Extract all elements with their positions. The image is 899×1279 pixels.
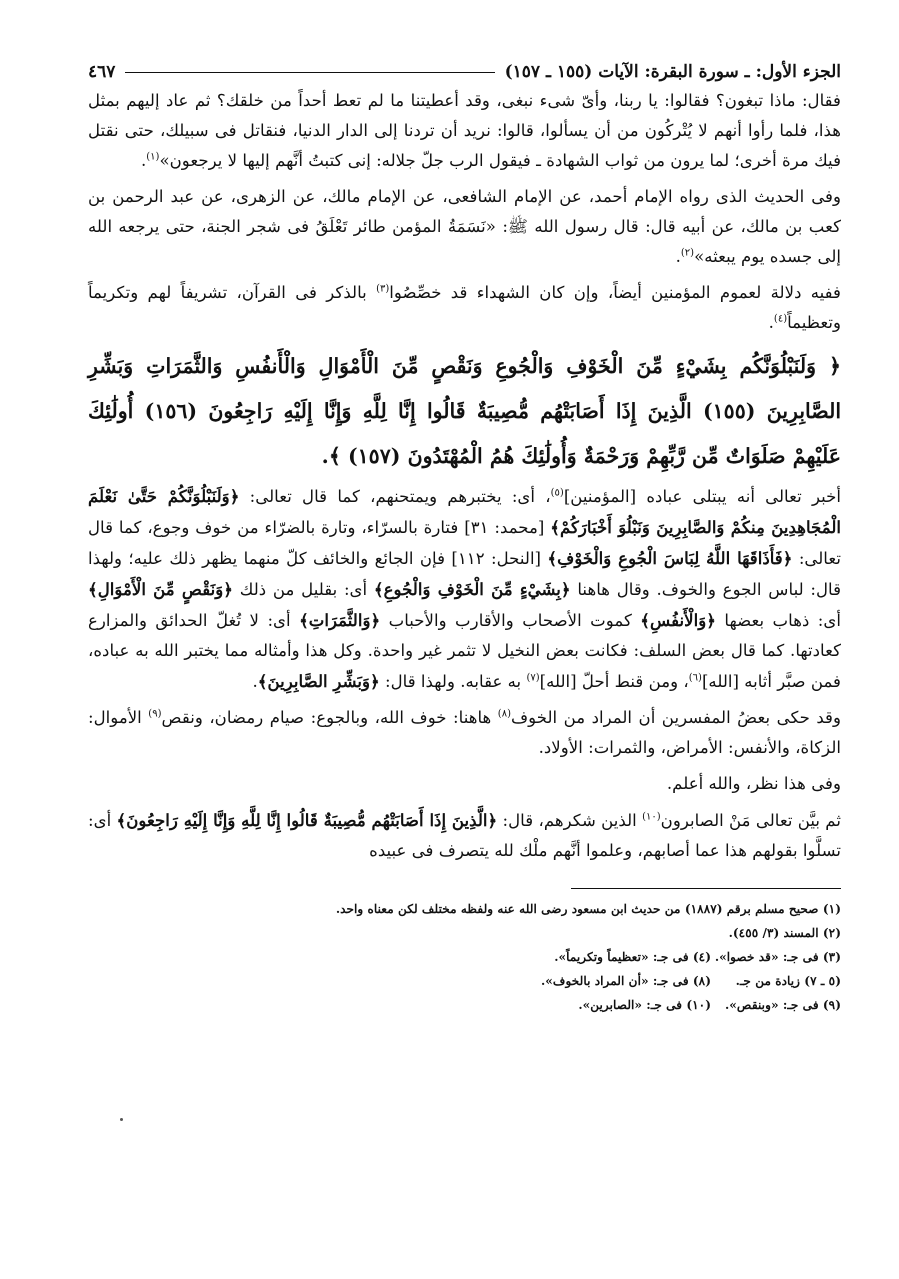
footnote-10: (١٠) فى جـ: «الصابرين». <box>578 998 711 1012</box>
footnote-row-3-4 <box>88 945 841 969</box>
header-rule <box>125 72 494 73</box>
footnote-3: (٣) فى جـ: «قد خصوا». <box>714 950 841 964</box>
quran-verse-155-157: ﴿ وَلَنَبْلُوَنَّكُم بِشَيْءٍ مِّنَ الْخَوْفِ وَالْجُوعِ وَنَقْصٍ مِّنَ الْأَمْوَالِ وَالْأَنفُسِ وَالثَّمَرَاتِ وَبَشِّرِ الصَّابِرِينَ (١٥٥) الَّذِينَ إِذَا أَصَابَتْهُم مُّصِيبَةٌ قَالُوا إِنَّا لِلَّهِ وَإِنَّا إِلَيْهِ رَاجِعُونَ (١٥٦) أُولَٰئِكَ عَلَيْهِمْ صَلَوَاتٌ مِّن رَّبِّهِمْ وَرَحْمَةٌ وَأُولَٰئِكَ هُمُ الْمُهْتَدُونَ (١٥٧) ﴾. <box>88 354 842 468</box>
footnote-1: (١) صحيح مسلم برقم (١٨٨٧) من حديث ابن مسعود رضى الله عنه ولفظه مختلف لكن معناه واحد. <box>335 902 841 916</box>
paragraph-3: ففيه دلالة لعموم المؤمنين أيضاً، وإن كان الشهداء قد خصِّصُوا$^{(٣)}$ بالذكر فى القرآن، تشريفاً لهم وتكريماً وتعظيماً$^{(٤)}$. <box>88 283 841 332</box>
footnote-row-5-8 <box>88 969 841 993</box>
footnote-separator <box>571 888 841 889</box>
tafsir-paragraph-3: وفى هذا نظر، والله أعلم. <box>666 774 841 793</box>
footnote-2: (٢) المسند (٣/ ٤٥٥). <box>728 926 841 940</box>
tafsir-paragraph-4: ثم بيَّن تعالى مَنْ الصابرون$^{(١٠)}$ الذين شكرهم، قال: ﴿الَّذِينَ إِذَا أَصَابَتْهُم مُّصِيبَةٌ قَالُوا إِنَّا لِلَّهِ وَإِنَّا إِلَيْهِ رَاجِعُونَ﴾ أى: تسلَّوا بقولهم هذا عما أصابهم، وعلموا أنَّهم ملْك لله يتصرف فى عبيده <box>88 810 841 860</box>
tafsir-paragraph-1: أخبر تعالى أنه يبتلى عباده [المؤمنين]$^{(٥)}$، أى: يختبرهم ويمتحنهم، كما قال تعالى: ﴿وَلَنَبْلُوَنَّكُمْ حَتَّىٰ نَعْلَمَ الْمُجَاهِدِينَ مِنكُمْ وَالصَّابِرِينَ وَنَبْلُوَ أَخْبَارَكُمْ﴾ [محمد: ٣١] فتارة بالسرّاء، وتارة بالضرّاء من خوف وجوع، كما قال تعالى: ﴿فَأَذَاقَهَا اللَّهُ لِبَاسَ الْجُوعِ وَالْخَوْفِ﴾ [النحل: ١١٢] فإن الجائع والخائف كلّ منهما يظهر ذلك عليه؛ ولهذا قال: لباس الجوع والخوف. وقال هاهنا ﴿بِشَيْءٍ مِّنَ الْخَوْفِ وَالْجُوعِ﴾ أى: بقليل من ذلك ﴿وَنَقْصٍ مِّنَ الْأَمْوَالِ﴾ أى: ذهاب بعضها ﴿وَالْأَنفُسِ﴾ كموت الأصحاب والأقارب والأحباب ﴿وَالثَّمَرَاتِ﴾ أى: لا تُغلّ الحدائق والمزارع كعادتها. كما قال بعض السلف: فكانت بعض النخيل لا تثمر غير واحدة. وكل هذا وأمثاله مما يختبر الله به عباده، فمن صبَّر أثابه [الله]$^{(٦)}$، ومن قنط أحلّ [الله]$^{(٧)}$ به عقابه. ولهذا قال: ﴿وَبَشِّرِ الصَّابِرِينَ﴾. <box>88 486 842 691</box>
header-title: الجزء الأول: ـ سورة البقرة: الآيات (١٥٥ ـ ١٥٧) <box>504 62 841 82</box>
tafsir-paragraph-2: وقد حكى بعضُ المفسرين أن المراد من الخوف$^{(٨)}$ هاهنا: خوف الله، وبالجوع: صيام رمضان، ونقص$^{(٩)}$ الأموال: الزكاة، والأنفس: الأمراض، والثمرات: الأولاد. <box>88 708 842 757</box>
footnote-row-9-10 <box>88 993 841 1017</box>
footnote-5-7: (٥ ـ ٧) زيادة من جـ. <box>735 974 841 988</box>
scan-speck <box>120 1118 123 1121</box>
paragraph-1: فقال: ماذا تبغون؟ فقالوا: يا ربنا، وأىّ شىء نبغى، وقد أعطيتنا ما لم تعط أحداً من خلقك؟ ثم عاد إليهم بمثل هذا، فلما رأوا أنهم لا يُتْركُون من أن يسألوا، قالوا: نريد أن تردنا إلى الدار الدنيا، فنقاتل فى سبيلك، حتى نقتل فيك مرة أخرى؛ لما يرون من ثواب الشهادة ـ فيقول الرب جلّ جلاله: إنى كتبتُ أنَّهم إليها لا يرجعون»$^{(١)}$. <box>88 91 841 170</box>
footnote-9: (٩) فى جـ: «وبنقص». <box>725 998 841 1012</box>
paragraph-2: وفى الحديث الذى رواه الإمام أحمد، عن الإمام الشافعى، عن الإمام مالك، عن الزهرى، عن عبد الرحمن بن كعب بن مالك، عن أبيه قال: قال رسول الله ﷺ: «نَسَمَةُ المؤمن طائر تَعْلَقُ فى شجر الجنة، حتى يرجعه الله إلى جسده يوم يبعثه»$^{(٢)}$. <box>88 187 841 266</box>
page-number: ٤٦٧ <box>88 62 116 82</box>
book-page <box>88 58 841 1017</box>
footnote-4: (٤) فى جـ: «تعظيماً وتكريماً». <box>554 950 711 964</box>
running-header <box>88 58 841 86</box>
footnote-8: (٨) فى جـ: «أن المراد بالخوف». <box>540 974 711 988</box>
